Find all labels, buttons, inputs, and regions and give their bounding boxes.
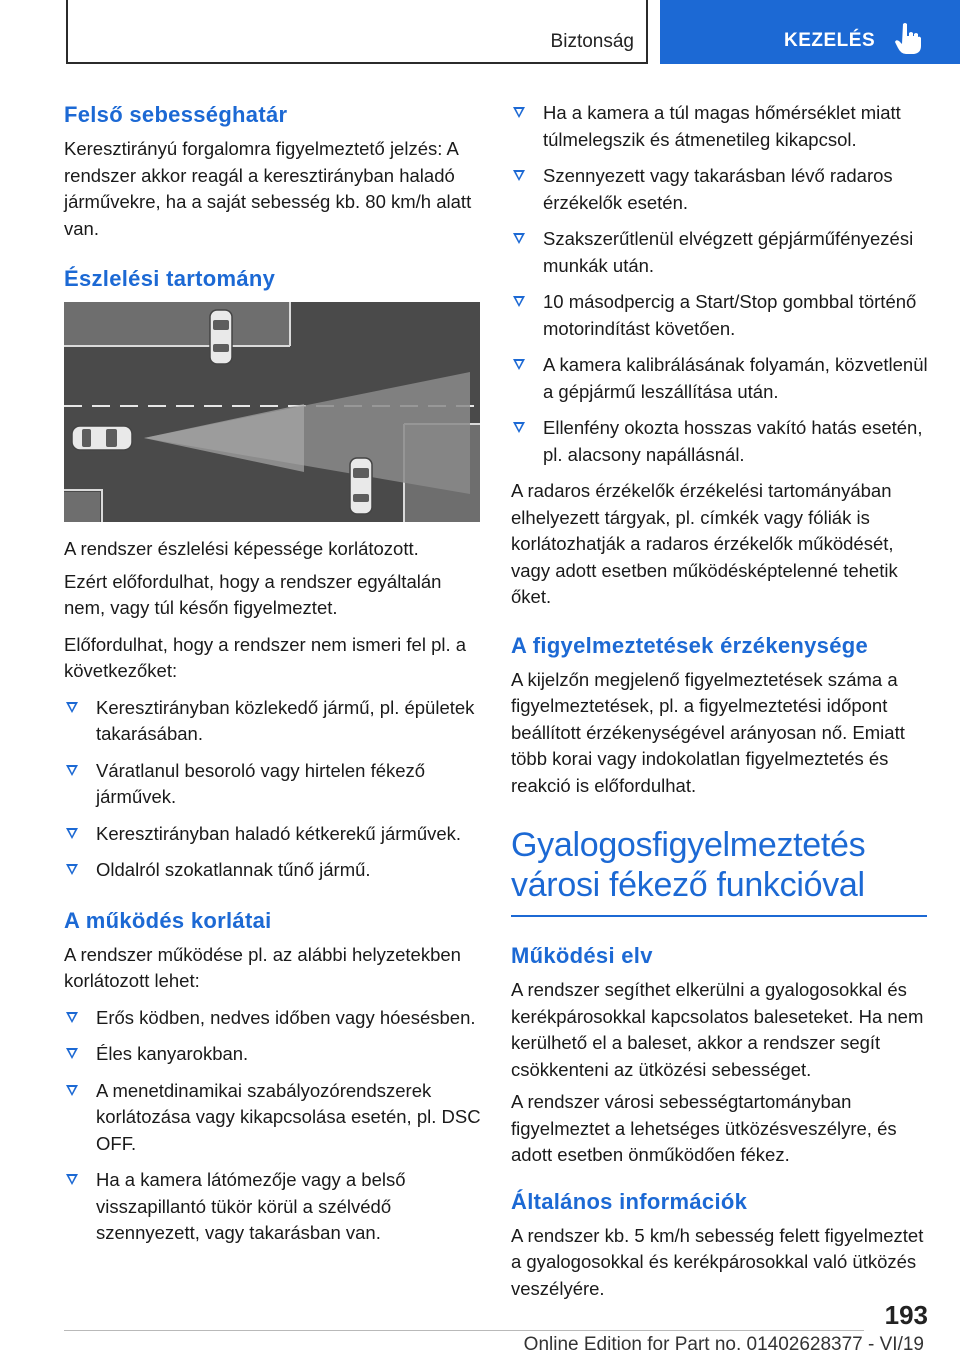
header-chapter-label: KEZELÉS (784, 30, 876, 51)
list-item: Ha a kamera látómezője vagy a belső visszapillantó tükör körül a szélvédő szennyezett, vagy takarásban van. (64, 1167, 484, 1247)
left-column (64, 100, 484, 1257)
car-top (210, 310, 232, 364)
bullet-triangle-icon (66, 1012, 78, 1023)
header-section-title: Biztonság (550, 31, 634, 52)
bullet-triangle-icon (66, 864, 78, 875)
list-limits (64, 1005, 484, 1247)
paragraph-range-3: Előfordulhat, hogy a rendszer nem ismeri fel pl. a következőket: (64, 633, 467, 681)
paragraph-radar: A radaros érzékelők érzékelési tartományában elhelyezett tárgyak, pl. címkék vagy fóliák is korlátozhatják a radaros érzékelők működését, vagy adott esetben működésképtelenné tehetik őket. (511, 480, 898, 607)
paragraph-limits: A rendszer működése pl. az alábbi helyzetekben korlátozott lehet: (64, 943, 461, 991)
paragraph-range-2: Ezért előfordulhat, hogy a rendszer egyáltalán nem, vagy túl későn figyelmeztet. (64, 570, 442, 618)
heading-limits: A működés korlátai (64, 907, 272, 933)
list-item: Keresztirányban közlekedő jármű, pl. épületek takarásában. (64, 695, 484, 748)
header-section-box (66, 0, 648, 64)
pointing-hand-icon (894, 22, 922, 54)
list-limits-continued (511, 100, 931, 468)
bullet-triangle-icon (513, 422, 525, 433)
footer-edition: Online Edition for Part no. 01402628377 - VI/19 (523, 1334, 924, 1355)
car-bottom (350, 458, 372, 514)
heading-rule (511, 915, 927, 917)
paragraph-sensitivity: A kijelzőn megjelenő figyelmeztetések száma a figyelmeztetések, pl. a figyelmeztetési időpont beállított érzékenységével arányosan nő. Emiatt több korai vagy indokolatlan figyelmeztetés és reakció is előfordulhat. (511, 668, 905, 796)
heading-detection-range: Észlelési tartomány (64, 266, 276, 291)
list-item: Váratlanul besoroló vagy hirtelen fékező járművek. (64, 758, 484, 811)
bullet-triangle-icon (66, 828, 78, 839)
bullet-triangle-icon (513, 296, 525, 307)
list-item: Szakszerűtlenül elvégzett gépjárműfényezési munkák után. (511, 226, 931, 279)
page-number: 193 (884, 1300, 928, 1330)
list-item: 10 másodpercig a Start/Stop gombbal történő motorindítást követően. (511, 289, 931, 342)
bullet-triangle-icon (66, 1174, 78, 1185)
list-item: A menetdinamikai szabályozórendszerek korlátozása vagy kikapcsolása esetén, pl. DSC OFF. (64, 1078, 484, 1158)
footer-rule (64, 1330, 864, 1331)
header-chapter-tab[interactable] (660, 0, 960, 64)
list-item: Szennyezett vagy takarásban lévő radaros érzékelők esetén. (511, 163, 931, 216)
heading-sensitivity: A figyelmeztetések érzékenysége (511, 632, 869, 658)
bullet-triangle-icon (513, 107, 525, 118)
bullet-triangle-icon (513, 359, 525, 370)
heading-function: Működési elv (511, 943, 653, 968)
list-item: Oldalról szokatlannak tűnő jármű. (64, 857, 484, 884)
bullet-triangle-icon (66, 1085, 78, 1096)
intersection-diagram (64, 302, 480, 522)
paragraph-function-2: A rendszer városi sebességtartományban figyelmeztet a lehetséges ütközésveszélyre, és adott esetben önműködően fékez. (511, 1091, 897, 1165)
list-unrecognized (64, 695, 484, 884)
paragraph-speed-limit: Keresztirányú forgalomra figyelmeztető jelzés: A rendszer akkor reagál a keresztirányban haladó járművekre, ha a saját sebesség kb. 80 km/h alatt van. (64, 138, 472, 239)
heading-general: Általános információk (511, 1188, 748, 1214)
detection-range-illustration (64, 302, 480, 522)
paragraph-function-1: A rendszer segíthet elkerülni a gyalogosokkal és kerékpárosokkal kapcsolatos baleseteket. Ha nem kerülhető el a baleset, akkor a rendszer segít csökkenteni az ütközési sebességet. (511, 979, 924, 1080)
car-left (72, 426, 132, 450)
bullet-triangle-icon (513, 170, 525, 181)
bullet-triangle-icon (66, 1048, 78, 1059)
paragraph-range-1: A rendszer észlelési képessége korlátozott. (64, 538, 419, 559)
paragraph-general: A rendszer kb. 5 km/h sebesség felett figyelmeztet a gyalogosokkal és kerékpárosokkal való ütközés veszélyére. (511, 1224, 924, 1299)
list-item: A kamera kalibrálásának folyamán, közvetlenül a gépjármű leszállítása után. (511, 352, 931, 405)
bullet-triangle-icon (66, 765, 78, 776)
chapter-heading: Gyalogosfigyelmeztetés városi fékező funkcióval (511, 826, 866, 904)
heading-speed-limit: Felső sebességhatár (64, 102, 288, 127)
list-item: Éles kanyarokban. (64, 1041, 484, 1068)
right-column (511, 100, 931, 1312)
list-item: Keresztirányban haladó kétkerekű járművek. (64, 821, 484, 848)
bullet-triangle-icon (66, 702, 78, 713)
list-item: Erős ködben, nedves időben vagy hóesésben. (64, 1005, 484, 1032)
list-item: Ellenfény okozta hosszas vakító hatás esetén, pl. alacsony napállásnál. (511, 415, 931, 468)
bullet-triangle-icon (513, 233, 525, 244)
list-item: Ha a kamera a túl magas hőmérséklet miatt túlmelegszik és átmenetileg kikapcsol. (511, 100, 931, 153)
